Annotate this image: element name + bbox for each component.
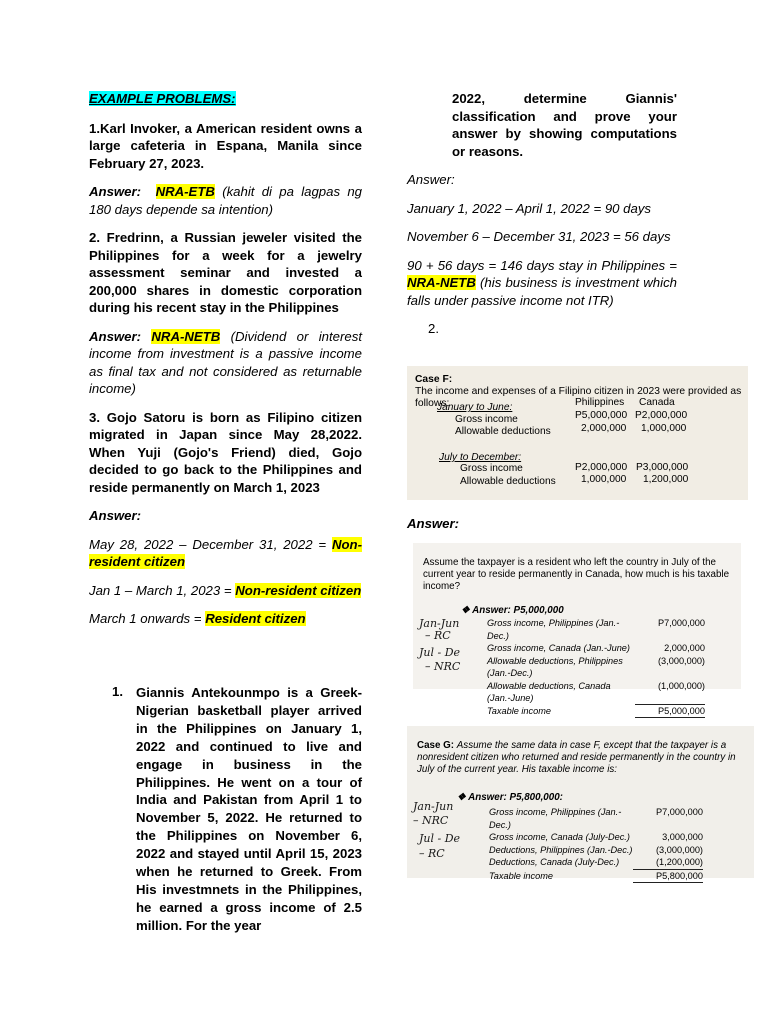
row-value: P7,000,000 (657, 618, 705, 628)
col-canada: Canada (639, 397, 675, 408)
row-value: (1,000,000) (635, 680, 705, 705)
list-number: 1. (112, 684, 123, 699)
case-f-title: Case F: (415, 374, 453, 385)
handwritten-note: – NRC (413, 814, 449, 827)
value: 1,000,000 (581, 474, 627, 485)
table-row (487, 642, 705, 655)
value: P3,000,000 (636, 462, 689, 473)
row-label: Deductions, Canada (July-Dec.) (489, 857, 620, 867)
row-value: (1,200,000) (633, 856, 703, 870)
value: P2,000,000 (575, 462, 628, 473)
col-philippines: Philippines (575, 397, 625, 408)
list-number-2: 2. (428, 321, 439, 336)
row-label: Taxable income (487, 705, 552, 716)
allowable-deductions-label: Allowable deductions (455, 426, 551, 437)
case-g-text (417, 740, 751, 776)
answer-2: Answer: NRA-NETB (Dividend or interest income from investment is a passive income as final tax and not considered as returnable income) (89, 328, 362, 396)
gross-income-label: Gross income (460, 463, 523, 474)
table-row (489, 870, 703, 884)
question-2: 2. Fredrinn, a Russian jeweler visited the Philippines for a week for a jewelry assessment seminar and invested a 200,000 shares in domestic corporation during his recent stay in the Philippines (89, 230, 362, 315)
allowable-deductions-label: Allowable deductions (460, 476, 556, 487)
case-f-description: The income and expenses of a Filipino citizen in 2023 were provided as follows: (415, 386, 742, 409)
row-label: Allowable deductions, Philippines (Jan.-Dec.) (487, 655, 623, 678)
answer-2-label: Answer: (407, 516, 460, 531)
handwritten-note: – RC (419, 847, 445, 860)
handwritten-note: – RC (425, 629, 451, 642)
question-3: 3. Gojo Satoru is born as Filipino citizen migrated in Japan since May 28,2022. When Yuji (Gojo's Friend) died, Gojo decided to go back to the Philippines and reside permanently on March 1, 2023 (89, 409, 362, 495)
answer-3-line-3: March 1 onwards = Resident citizen (89, 611, 306, 626)
case-g-question: Assume the same data in case F, except that the taxpayer is a nonresident citizen who returned and reside permanently in the country in July of the current year. His taxable income is: (417, 740, 736, 775)
right-column (407, 90, 677, 349)
value: P5,000,000 (575, 410, 628, 421)
answer-3-label: Answer: (89, 508, 142, 523)
list-continuation: 2022, determine Giannis' classification and prove your answer by showing computations or reasons. (452, 91, 677, 159)
row-label: Gross income, Philippines (Jan.-Dec.) (487, 618, 620, 641)
value: 1,200,000 (643, 474, 689, 485)
list-text: Giannis Antekounmpo is a Greek-Nigerian basketball player arrived in the Philippines on January 1, 2022 and continued to live and engage in business in the Philippines. He went on a tour of India and Pakistan from April 1 to November 5, 2022. He returned to the Philippines on November 6, 2022 and stayed until April 15, 2023 when he returned to Greek. From His investmnets in the Philippines, he earned a gross income of 2.5 million. For the year (136, 685, 362, 933)
gross-income-label: Gross income (455, 414, 518, 425)
table-row (489, 806, 703, 831)
row-label: Deductions, Philippines (Jan.-Dec.) (489, 844, 633, 855)
row-value: (3,000,000) (656, 844, 703, 855)
row-value: P5,800,000 (633, 870, 703, 884)
row-value: 2,000,000 (664, 643, 705, 653)
row-label: Taxable income (489, 870, 554, 881)
table-row (487, 655, 705, 680)
answer-1: Answer: NRA-ETB (kahit di pa lagpas ng 180 days depende sa intention) (89, 184, 362, 217)
period-1: January to June: (437, 402, 513, 413)
row-label: Allowable deductions, Canada (Jan.-June) (487, 680, 611, 703)
value: 2,000,000 (581, 423, 627, 434)
handwritten-note: Jan-Jun (419, 617, 460, 630)
value: 1,000,000 (641, 423, 687, 434)
table-row (487, 705, 705, 719)
table-row (489, 831, 703, 844)
row-value: 3,000,000 (662, 832, 703, 842)
answer-3-line-1: May 28, 2022 – December 31, 2022 = Non-resident citizen (89, 536, 362, 569)
handwritten-note: – NRC (425, 660, 461, 673)
value: P2,000,000 (635, 410, 688, 421)
table-row (487, 617, 705, 642)
case-g-scan (407, 726, 754, 881)
table-row (489, 856, 703, 870)
computation-line-3: 90 + 56 days = 146 days stay in Philippines = NRA-NETB (his business is investment which falls under passive income not ITR) (407, 257, 677, 308)
row-value: (3,000,000) (658, 655, 705, 666)
table-row (487, 680, 705, 705)
left-column (89, 90, 362, 639)
numbered-list-item (89, 684, 362, 935)
case-g-title: Case G: (417, 740, 455, 751)
answer: ❖ Answer: P5,800,000: (457, 792, 563, 803)
period-2: July to December: (439, 452, 522, 463)
computation-line-1: January 1, 2022 – April 1, 2022 = 90 days (407, 200, 652, 216)
row-value: P5,000,000 (635, 705, 705, 719)
highlight: NRA-NETB (151, 328, 221, 344)
table-row (489, 844, 703, 857)
question-1: 1.Karl Invoker, a American resident owns a large cafeteria in Espana, Manila since February 27, 2023. (89, 120, 362, 171)
handwritten-note: Jul - De (419, 646, 461, 659)
row-label: Gross income, Philippines (Jan.-Dec.) (489, 807, 622, 830)
highlight: NRA-ETB (155, 184, 215, 199)
row-value: P7,000,000 (655, 807, 703, 817)
answer-scan-1 (413, 543, 741, 716)
row-label: Gross income, Canada (July-Dec.) (489, 832, 630, 842)
computation-line-2: November 6 – December 31, 2023 = 56 days (407, 229, 671, 244)
case-f-scan (407, 366, 748, 500)
answer-label: Answer: (407, 172, 455, 187)
handwritten-note: Jan-Jun (413, 800, 454, 813)
answer: ❖ Answer: P5,000,000 (461, 605, 564, 616)
answer-3-line-2: Jan 1 – March 1, 2023 = Non-resident citizen (89, 582, 362, 598)
question: Assume the taxpayer is a resident who left the country in July of the current year to reside permanently in Canada, how much is his taxable income? (423, 557, 730, 592)
section-title: EXAMPLE PROBLEMS: (89, 91, 236, 106)
handwritten-note: Jul - De (419, 832, 461, 845)
row-label: Gross income, Canada (Jan.-June) (487, 643, 630, 653)
